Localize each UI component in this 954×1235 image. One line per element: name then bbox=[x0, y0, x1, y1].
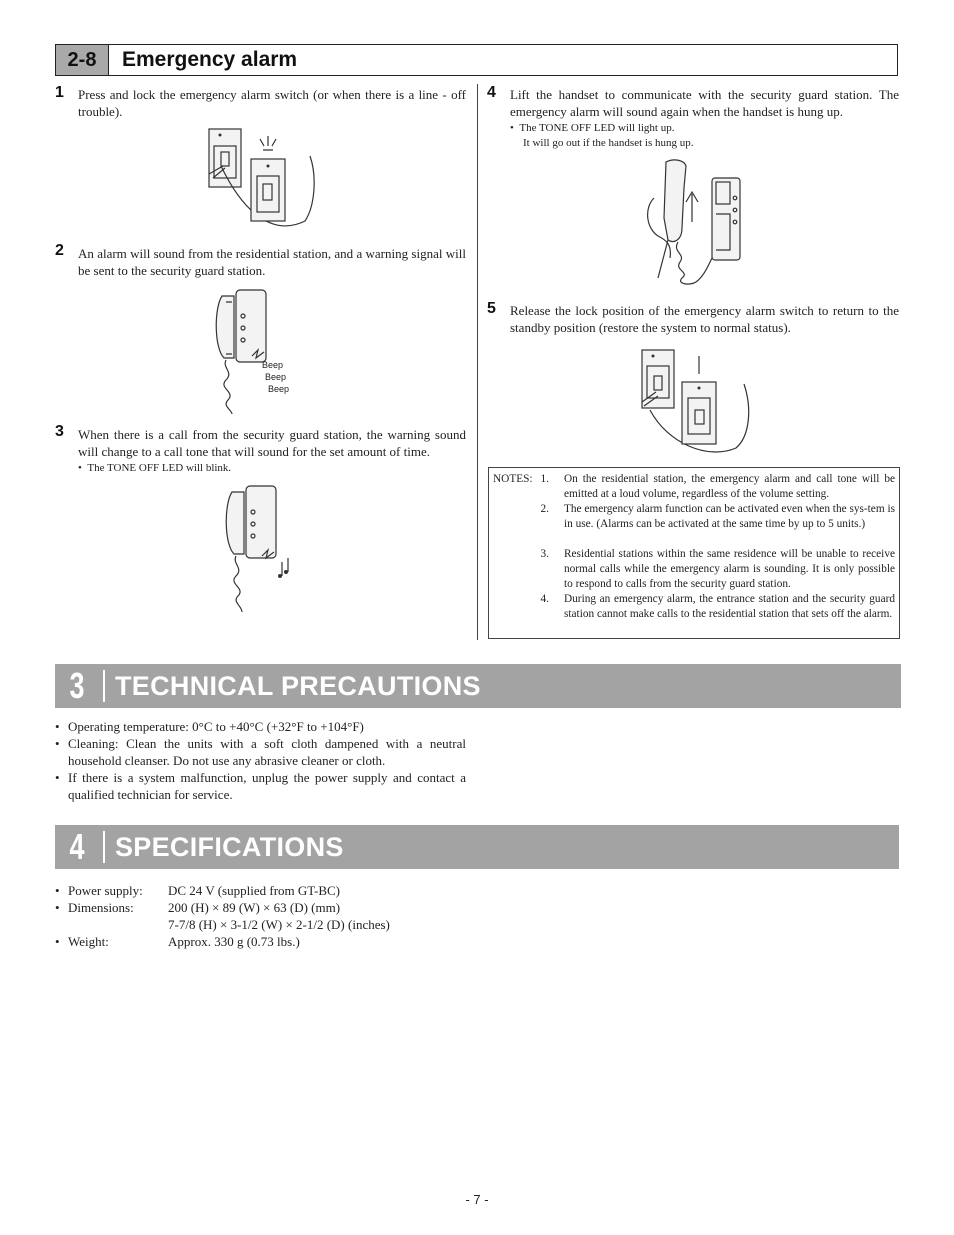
spec-value: DC 24 V (supplied from GT-BC) bbox=[168, 883, 341, 898]
step-4-bullet-text: The TONE OFF LED will light up. bbox=[519, 122, 675, 134]
specifications-heading bbox=[55, 825, 899, 869]
step-4-text: Lift the handset to communicate with the security guard station. The emergency alarm will sound again when the handset is hung up. bbox=[510, 87, 899, 119]
page-number: - 7 - bbox=[465, 1192, 489, 1207]
step-3-bullet-text: The TONE OFF LED will blink. bbox=[87, 462, 232, 474]
residential-station-call-tone-illustration bbox=[224, 484, 304, 614]
section-number: 2-8 bbox=[56, 45, 109, 75]
spec-value: Approx. 330 g (0.73 lbs.) bbox=[168, 934, 300, 949]
step-5-number: 5 bbox=[487, 300, 496, 317]
heading-separator bbox=[103, 670, 105, 702]
note-text: On the residential station, the emergency alarm and call tone will be emitted at a loud volume, regardless of the volume setting. bbox=[564, 473, 895, 500]
step-1-text: Press and lock the emergency alarm switch (or when there is a line - off trouble). bbox=[78, 87, 466, 119]
note-number: 2. bbox=[540, 503, 549, 515]
precaution-item: • Operating temperature: 0°C to +40°C (+32°F to +104°F) bbox=[55, 718, 466, 735]
note-text: Residential stations within the same residence will be unable to receive normal calls while the emergency alarm is sounding. It is only possible to respond to calls from the security guard station. bbox=[564, 548, 895, 590]
step-3-text: When there is a call from the security guard station, the warning sound will change to a call tone that will sound for the set amount of time. bbox=[78, 427, 466, 459]
precautions-list bbox=[55, 718, 466, 803]
section-header bbox=[55, 44, 898, 76]
note-number: 3. bbox=[540, 548, 549, 560]
spec-value: 7-7/8 (H) × 3-1/2 (W) × 2-1/2 (D) (inches) bbox=[168, 917, 390, 932]
lift-handset-illustration bbox=[638, 158, 748, 290]
release-switch-illustration bbox=[638, 344, 753, 458]
spec-key: • Dimensions: bbox=[55, 899, 180, 916]
spec-key: • Weight: bbox=[55, 933, 180, 950]
spec-key: • Power supply: bbox=[55, 882, 180, 899]
spec-value: 200 (H) × 89 (W) × 63 (D) (mm) bbox=[168, 900, 341, 915]
notes-label: NOTES: bbox=[493, 473, 533, 485]
step-4-number: 4 bbox=[487, 84, 496, 101]
note-text: During an emergency alarm, the entrance station and the security guard station cannot make calls to the residential station that sets off the alarm. bbox=[564, 593, 895, 620]
specifications-number: 4 bbox=[69, 826, 85, 867]
precaution-item: • Cleaning: Clean the units with a soft cloth dampened with a neutral household cleanser. Do not use any abrasive cleaner or cloth. bbox=[55, 735, 466, 769]
column-divider bbox=[477, 84, 478, 640]
step-2-text: An alarm will sound from the residential station, and a warning signal will be sent to the security guard station. bbox=[78, 246, 466, 278]
precautions-title: TECHNICAL PRECAUTIONS bbox=[115, 671, 481, 701]
beep-label-2: Beep bbox=[265, 372, 287, 382]
section-title: Emergency alarm bbox=[122, 48, 298, 71]
step-3-number: 3 bbox=[55, 423, 64, 440]
step-4-bullet: • The TONE OFF LED will light up. bbox=[510, 122, 675, 134]
precautions-number: 3 bbox=[69, 665, 85, 706]
step-2-number: 2 bbox=[55, 242, 64, 259]
heading-separator bbox=[103, 831, 105, 863]
specifications-title: SPECIFICATIONS bbox=[115, 832, 344, 862]
step-1-number: 1 bbox=[55, 84, 64, 101]
note-text: The emergency alarm function can be activated even when the sys-tem is in use. (Alarms can be activated at the same time by up to 5 units.) bbox=[564, 503, 895, 530]
precautions-heading bbox=[55, 664, 901, 708]
beep-label-1: Beep bbox=[262, 360, 284, 370]
step-5-text: Release the lock position of the emergency alarm switch to return to the standby position (restore the system to normal status). bbox=[510, 303, 899, 335]
beep-label-3: Beep bbox=[268, 384, 290, 394]
precaution-item: • If there is a system malfunction, unplug the power supply and contact a qualified technician for service. bbox=[55, 769, 466, 803]
alarm-switch-press-illustration bbox=[205, 126, 317, 234]
note-number: 1. bbox=[540, 473, 549, 485]
notes-box bbox=[488, 467, 900, 639]
note-number: 4. bbox=[540, 593, 549, 605]
step-4-bullet-cont: It will go out if the handset is hung up. bbox=[523, 137, 694, 149]
step-3-bullet: • The TONE OFF LED will blink. bbox=[78, 462, 232, 474]
residential-station-beep-illustration bbox=[212, 288, 302, 416]
